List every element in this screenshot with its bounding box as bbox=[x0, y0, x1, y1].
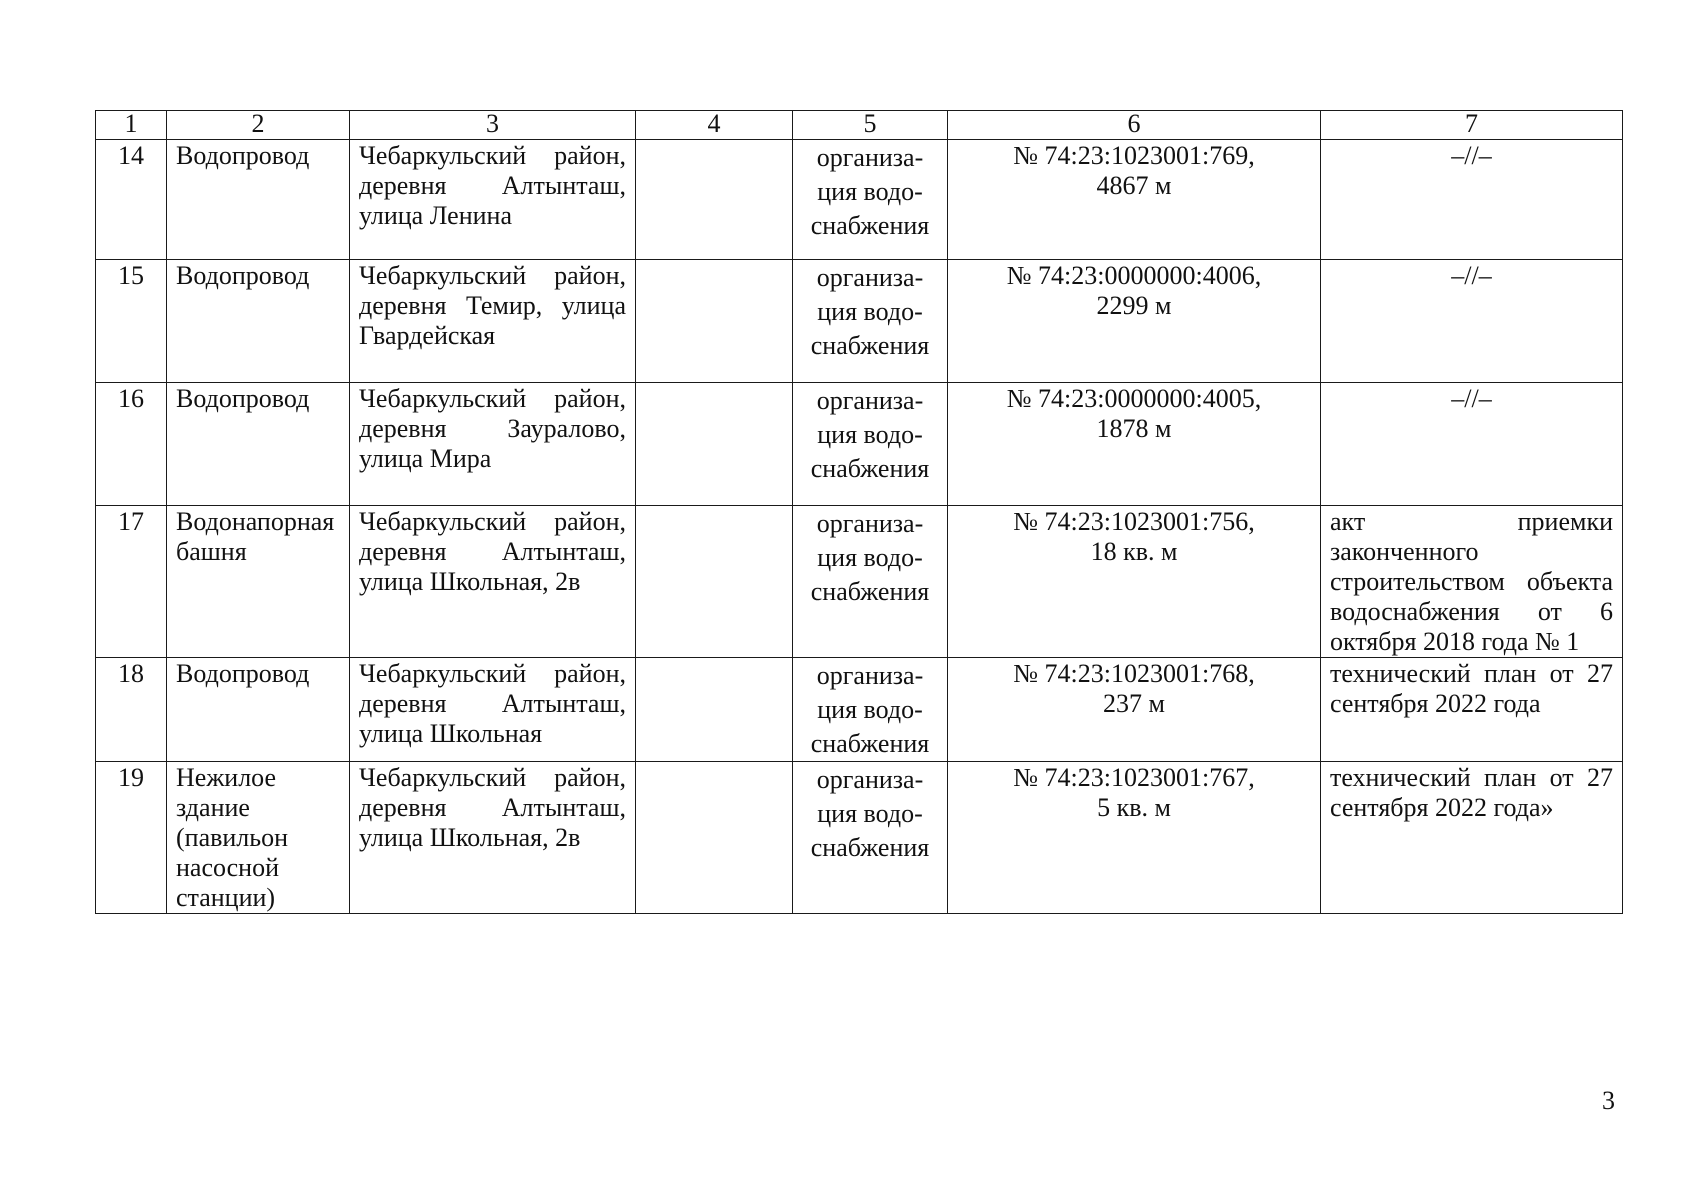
header-cell: 7 bbox=[1321, 111, 1623, 140]
table-row bbox=[96, 260, 1623, 383]
object-size: 18 кв. м bbox=[1090, 537, 1178, 566]
purpose-line: ция водо- bbox=[817, 297, 923, 326]
cadastral-number: № 74:23:1023001:768, bbox=[1013, 659, 1255, 688]
empty-cell bbox=[636, 762, 793, 914]
object-size: 2299 м bbox=[1096, 291, 1172, 320]
header-cell: 3 bbox=[350, 111, 636, 140]
cadastral-info bbox=[948, 383, 1321, 506]
header-cell: 1 bbox=[96, 111, 167, 140]
object-address: Чебаркульский район, деревня Зауралово, улица Мира bbox=[350, 383, 636, 506]
object-purpose bbox=[793, 506, 948, 658]
purpose-line: ция водо- bbox=[817, 420, 923, 449]
row-number: 18 bbox=[96, 658, 167, 762]
object-address: Чебаркульский район, деревня Алтынташ, улица Ленина bbox=[350, 140, 636, 260]
object-name: Водопровод bbox=[167, 658, 350, 762]
table-row bbox=[96, 762, 1623, 914]
table-row bbox=[96, 658, 1623, 762]
table-row bbox=[96, 506, 1623, 658]
object-purpose bbox=[793, 383, 948, 506]
page-number: 3 bbox=[1602, 1086, 1615, 1115]
object-name: Водопровод bbox=[167, 140, 350, 260]
purpose-line: ция водо- bbox=[817, 543, 923, 572]
header-row bbox=[96, 111, 1623, 140]
empty-cell bbox=[636, 658, 793, 762]
purpose-line: снабжения bbox=[810, 211, 930, 240]
purpose-line: организа- bbox=[816, 386, 924, 415]
purpose-line: снабжения bbox=[810, 577, 930, 606]
object-size: 4867 м bbox=[1096, 171, 1172, 200]
object-address: Чебаркульский район, деревня Алтынташ, улица Школьная bbox=[350, 658, 636, 762]
object-name: Нежилое здание (павильон насосной станции) bbox=[167, 762, 350, 914]
cadastral-info bbox=[948, 506, 1321, 658]
basis-document: технический план от 27 сентября 2022 года» bbox=[1321, 762, 1623, 914]
purpose-line: организа- bbox=[816, 263, 924, 292]
object-name: Водопровод bbox=[167, 260, 350, 383]
basis-document: акт приемки законченного строительством объекта водоснабжения от 6 октября 2018 года № 1 bbox=[1321, 506, 1623, 658]
purpose-line: организа- bbox=[816, 143, 924, 172]
empty-cell bbox=[636, 383, 793, 506]
object-purpose bbox=[793, 260, 948, 383]
object-address: Чебаркульский район, деревня Темир, улица Гвардейская bbox=[350, 260, 636, 383]
basis-document: –//– bbox=[1321, 260, 1623, 383]
cadastral-info bbox=[948, 658, 1321, 762]
object-address: Чебаркульский район, деревня Алтынташ, улица Школьная, 2в bbox=[350, 762, 636, 914]
cadastral-info bbox=[948, 762, 1321, 914]
purpose-line: организа- bbox=[816, 765, 924, 794]
property-table bbox=[95, 110, 1623, 914]
purpose-line: снабжения bbox=[810, 454, 930, 483]
cadastral-info bbox=[948, 260, 1321, 383]
row-number: 16 bbox=[96, 383, 167, 506]
purpose-line: организа- bbox=[816, 661, 924, 690]
object-purpose bbox=[793, 140, 948, 260]
header-cell: 2 bbox=[167, 111, 350, 140]
header-cell: 4 bbox=[636, 111, 793, 140]
basis-document: –//– bbox=[1321, 140, 1623, 260]
purpose-line: ция водо- bbox=[817, 799, 923, 828]
row-number: 15 bbox=[96, 260, 167, 383]
row-number: 19 bbox=[96, 762, 167, 914]
cadastral-info bbox=[948, 140, 1321, 260]
purpose-line: организа- bbox=[816, 509, 924, 538]
header-cell: 6 bbox=[948, 111, 1321, 140]
cadastral-number: № 74:23:1023001:767, bbox=[1013, 763, 1255, 792]
table-row bbox=[96, 383, 1623, 506]
object-name: Водопровод bbox=[167, 383, 350, 506]
cadastral-number: № 74:23:1023001:769, bbox=[1013, 141, 1255, 170]
object-name: Водонапорная башня bbox=[167, 506, 350, 658]
purpose-line: снабжения bbox=[810, 833, 930, 862]
object-purpose bbox=[793, 762, 948, 914]
object-size: 237 м bbox=[1103, 689, 1165, 718]
header-cell: 5 bbox=[793, 111, 948, 140]
basis-document: технический план от 27 сентября 2022 года bbox=[1321, 658, 1623, 762]
empty-cell bbox=[636, 140, 793, 260]
object-size: 5 кв. м bbox=[1097, 793, 1171, 822]
basis-document: –//– bbox=[1321, 383, 1623, 506]
table-row bbox=[96, 140, 1623, 260]
cadastral-number: № 74:23:0000000:4006, bbox=[1006, 261, 1262, 290]
purpose-line: снабжения bbox=[810, 331, 930, 360]
row-number: 17 bbox=[96, 506, 167, 658]
object-size: 1878 м bbox=[1096, 414, 1172, 443]
row-number: 14 bbox=[96, 140, 167, 260]
purpose-line: ция водо- bbox=[817, 177, 923, 206]
purpose-line: ция водо- bbox=[817, 695, 923, 724]
object-purpose bbox=[793, 658, 948, 762]
empty-cell bbox=[636, 260, 793, 383]
cadastral-number: № 74:23:1023001:756, bbox=[1013, 507, 1255, 536]
cadastral-number: № 74:23:0000000:4005, bbox=[1006, 384, 1262, 413]
object-address: Чебаркульский район, деревня Алтынташ, улица Школьная, 2в bbox=[350, 506, 636, 658]
empty-cell bbox=[636, 506, 793, 658]
purpose-line: снабжения bbox=[810, 729, 930, 758]
